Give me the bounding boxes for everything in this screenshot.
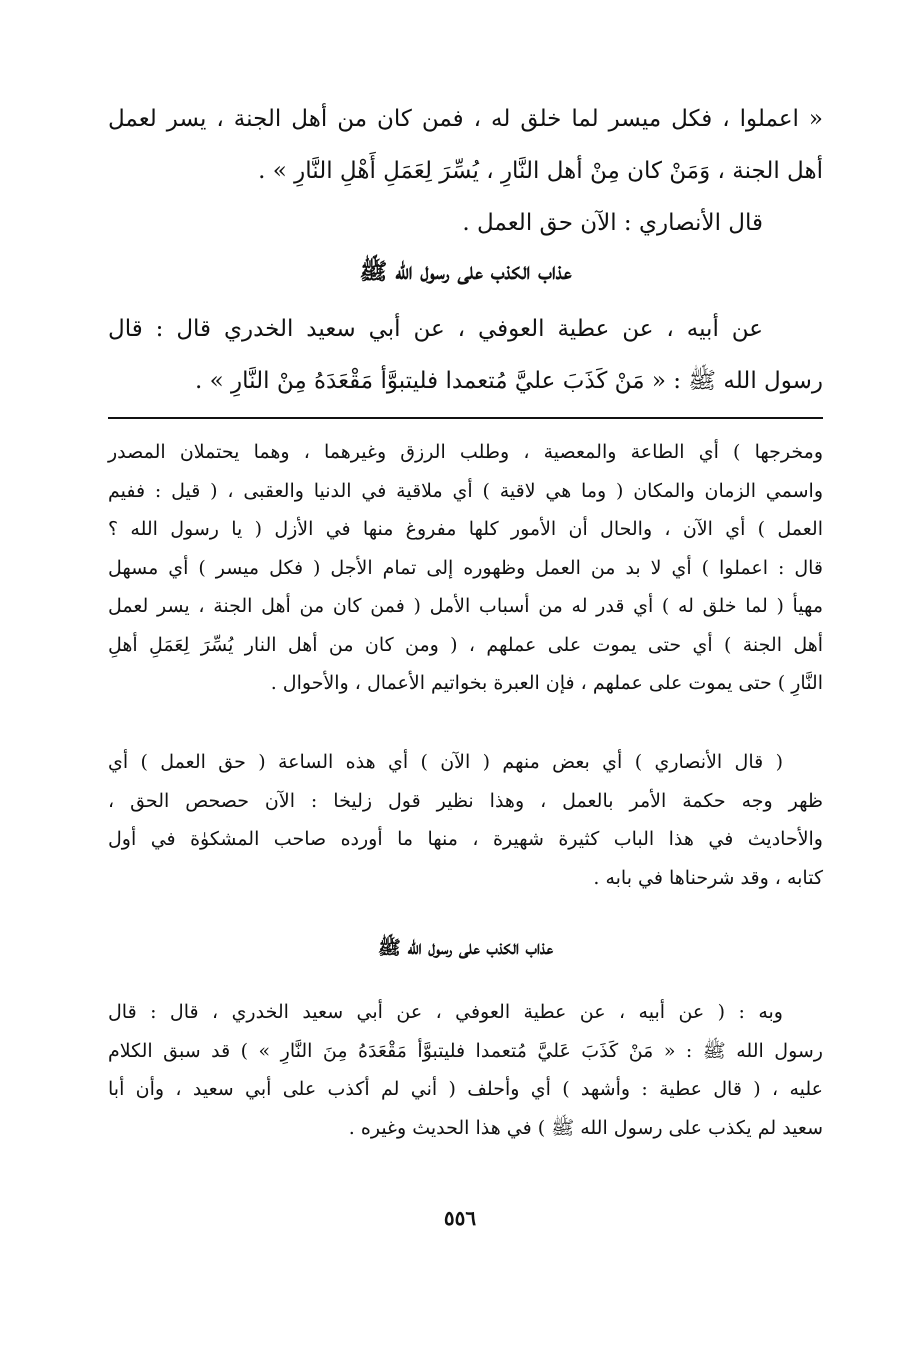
commentary-line: العمل ) أي الآن ، والحال أن الأمور كلها مفروغ منها في الأزل ( يا رسول الله ؟ bbox=[108, 518, 823, 540]
commentary-line: مهيأ ( لما خلق له ) أي قدر له من أسباب الأمل ( فمن كان من أهل الجنة ، يسر لعمل bbox=[108, 595, 823, 617]
commentary-line: وبه : ( عن أبيه ، عن عطية العوفي ، عن أبي سعيد الخدري ، قال : قال bbox=[108, 1001, 783, 1023]
heading-text: عذاب الكذب على رسول الله ﷺ bbox=[377, 937, 554, 959]
commentary-line: رسول الله ﷺ : « مَنْ كَذَبَ عَليَّ مُتعمدا فليتبوَّأ مَقْعَدَهُ مِنَ النَّارِ » ) قد سبق الكلام bbox=[108, 1039, 823, 1062]
commentary-line: والأحاديث في هذا الباب كثيرة شهيرة ، منها ما أورده صاحب المشكوٰة في أول bbox=[108, 828, 823, 850]
main-paragraph-1 bbox=[108, 93, 823, 197]
commentary-paragraph-1 bbox=[108, 433, 823, 703]
main-line: عن أبيه ، عن عطية العوفي ، عن أبي سعيد الخدري قال : قال bbox=[108, 316, 763, 342]
commentary-paragraph-2 bbox=[108, 743, 823, 897]
commentary-paragraph-3 bbox=[108, 993, 823, 1147]
main-paragraph-3 bbox=[108, 303, 823, 407]
main-line: قال الأنصاري : الآن حق العمل . bbox=[462, 210, 763, 236]
commentary-line: النَّارِ ) حتى يموت على عملهم ، فإن العبرة بخواتيم الأعمال ، والأحوال . bbox=[270, 672, 823, 694]
commentary-line: ومخرجها ) أي الطاعة والمعصية ، وطلب الرزق وغيرهما ، وهما يحتملان المصدر bbox=[108, 441, 823, 463]
commentary-line: كتابه ، وقد شرحناها في بابه . bbox=[593, 866, 823, 889]
commentary-line: ظهر وجه حكمة الأمر بالعمل ، وهذا نظير قول زليخا : الآن حصحص الحق ، bbox=[108, 789, 823, 812]
commentary-line: واسمي الزمان والمكان ( وما هي لاقية ) أي ملاقية في الدنيا والعقبى ، ( قيل : ففيم bbox=[108, 479, 823, 502]
commentary-section-heading bbox=[108, 930, 823, 966]
commentary-line: ( قال الأنصاري ) أي بعض منهم ( الآن ) أي هذه الساعة ( حق العمل ) أي bbox=[108, 751, 783, 773]
commentary-line: سعيد لم يكذب على رسول الله ﷺ ) في هذا الحديث وغيره . bbox=[348, 1116, 823, 1139]
commentary-line: أهل الجنة ) أي حتى يموت على عملهم ، ( ومن كان من أهل النار يُسِّرَ لِعَمَلِ أهلِ bbox=[108, 633, 823, 656]
commentary-line: عليه ، ( قال عطية : وأشهد ) أي وأحلف ( أني لم أكذب على أبي سعيد ، وأن أبا bbox=[108, 1078, 823, 1100]
footnote-separator bbox=[108, 417, 823, 419]
main-section-heading bbox=[108, 252, 823, 292]
main-line: رسول الله ﷺ : « مَنْ كَذَبَ عليَّ مُتعمدا فليتبوَّأ مَقْعَدَهُ مِنْ النَّارِ » . bbox=[195, 368, 823, 394]
main-paragraph-2 bbox=[108, 197, 823, 249]
heading-text: عذاب الكذب على رسول الله ﷺ bbox=[359, 258, 572, 285]
page-number: ٥٥٦ bbox=[443, 1206, 477, 1230]
main-line: « اعملوا ، فكل ميسر لما خلق له ، فمن كان من أهل الجنة ، يسر لعمل bbox=[108, 106, 823, 132]
commentary-line: قال : اعملوا ) أي لا بد من العمل وظهوره إلى تمام الأجل ( فكل ميسر ) أي مسهل bbox=[108, 556, 823, 579]
main-line: أهل الجنة ، وَمَنْ كان مِنْ أهل النَّارِ ، يُسِّرَ لِعَمَلِ أَهْلِ النَّارِ » . bbox=[258, 158, 823, 184]
